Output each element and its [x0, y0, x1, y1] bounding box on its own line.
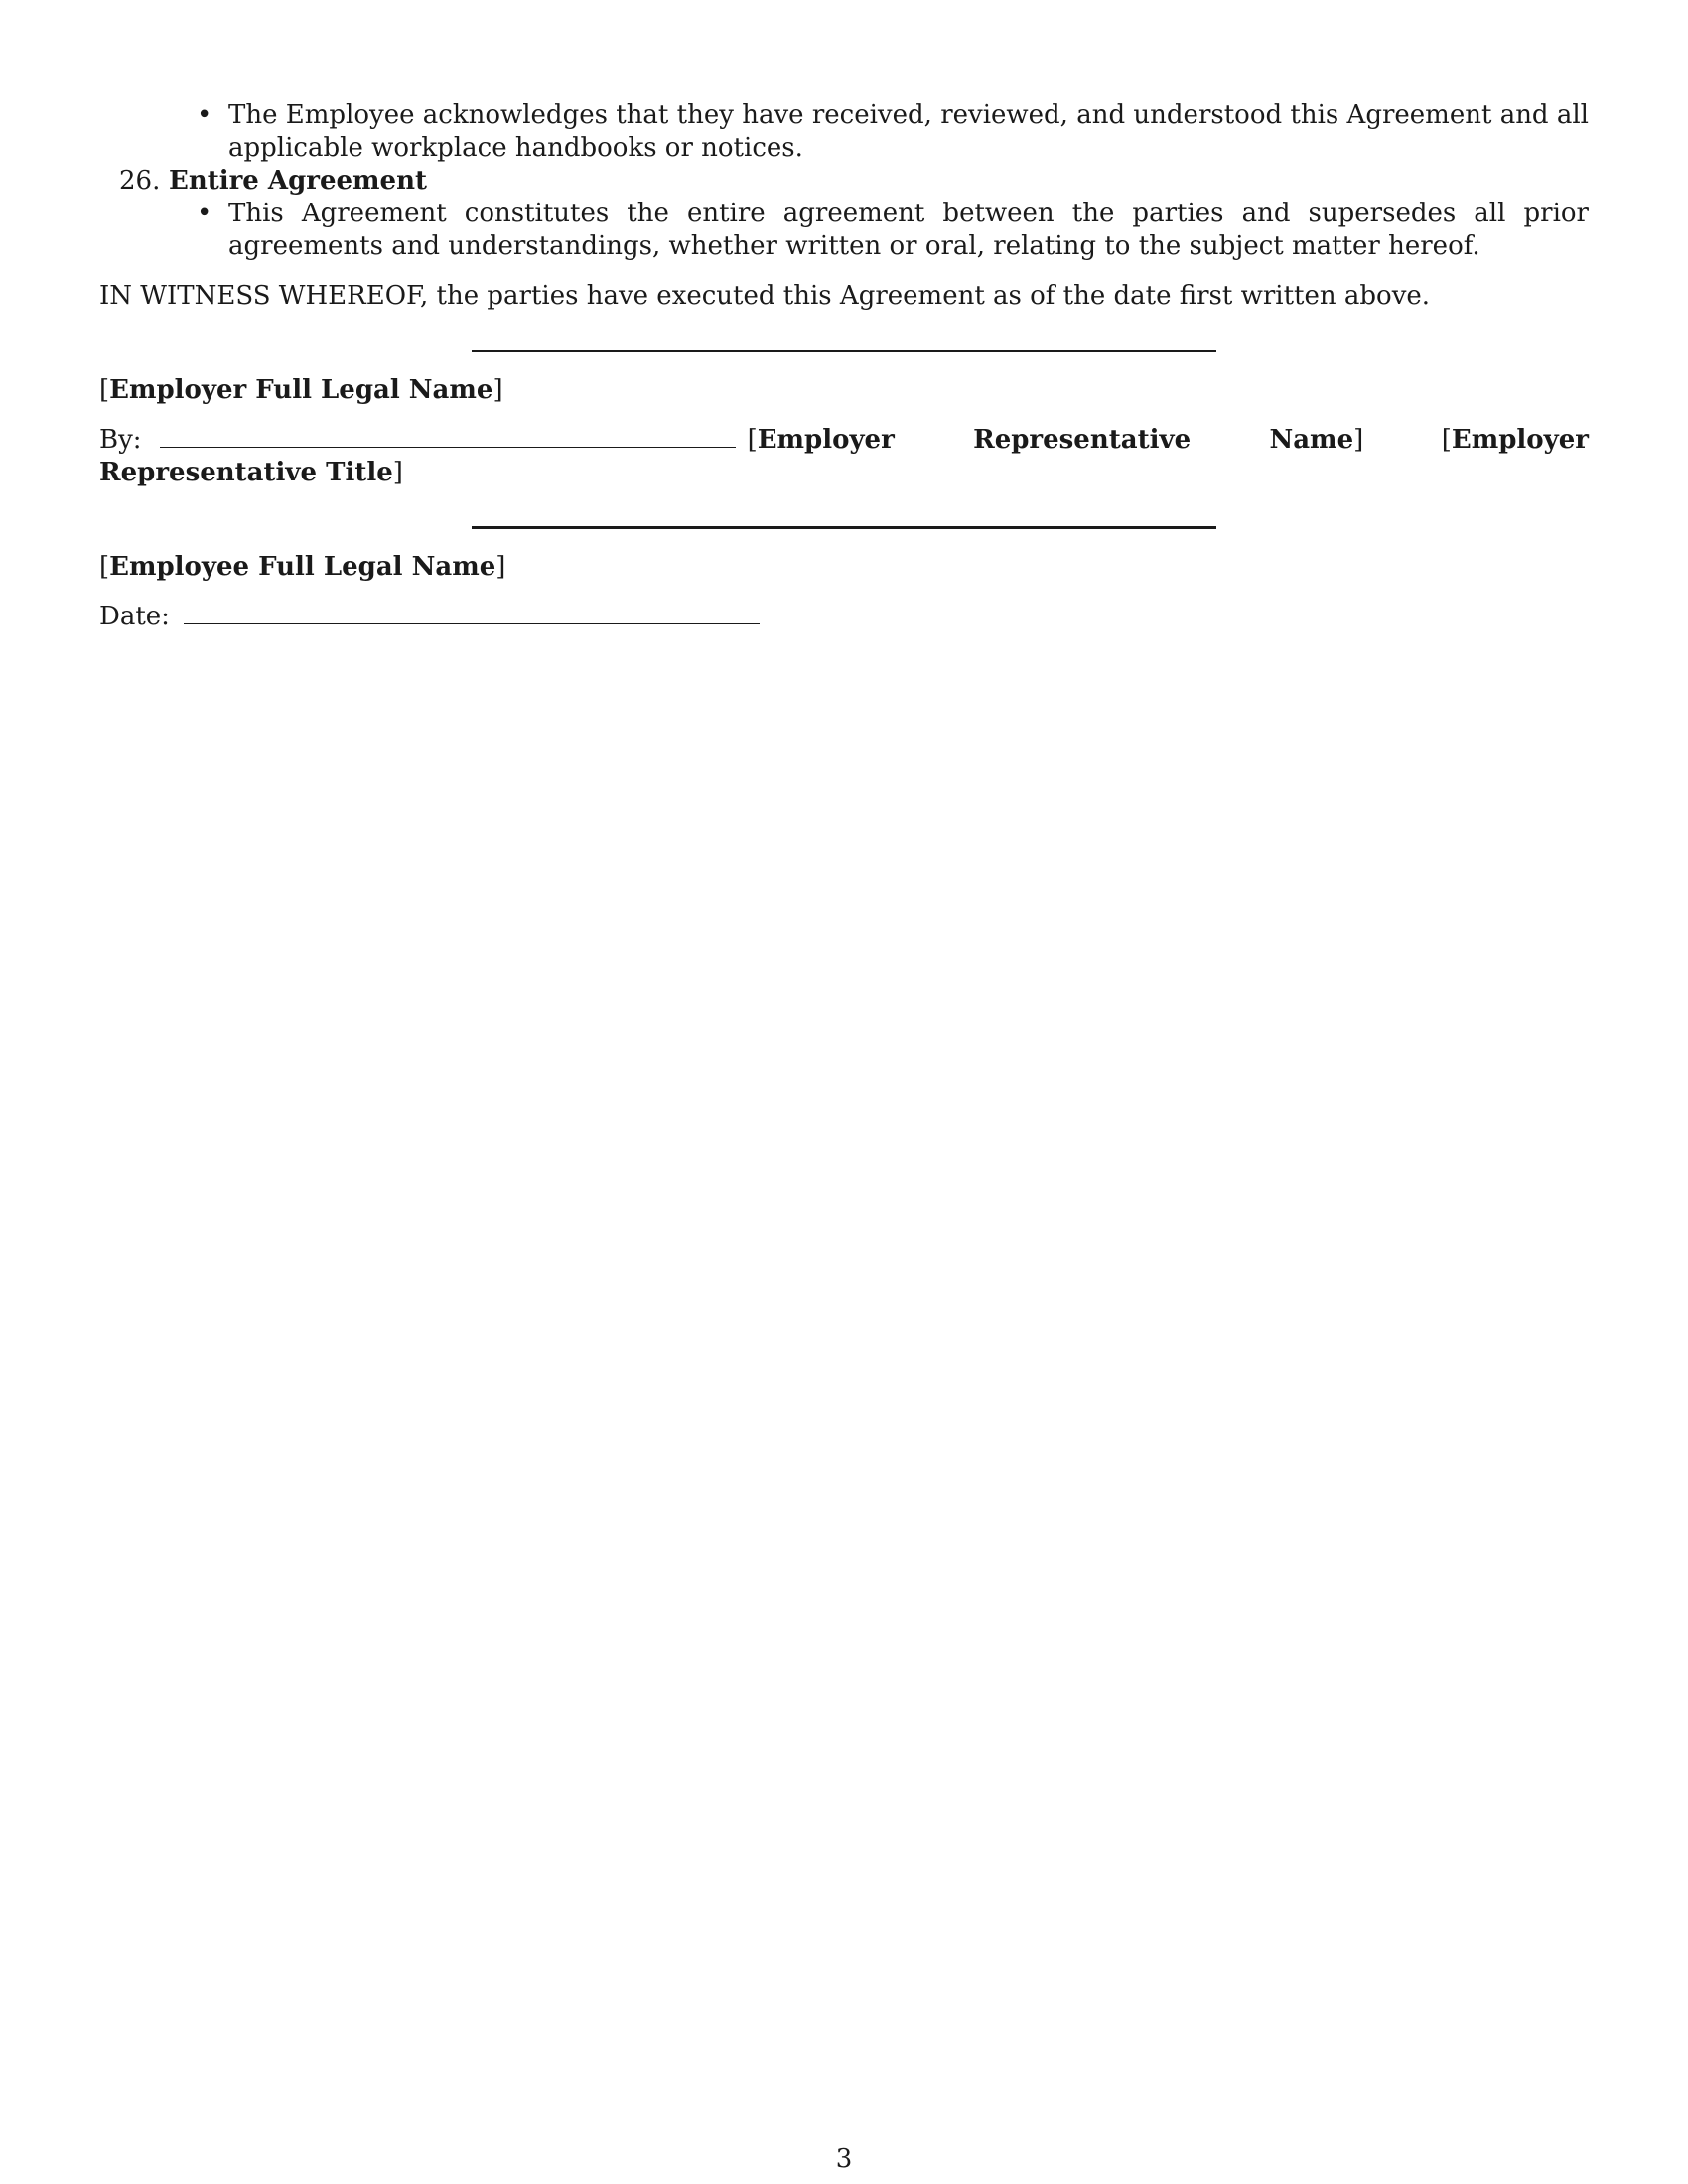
page-number: 3 — [835, 2144, 853, 2174]
section-title: Entire Agreement — [169, 166, 427, 196]
section-26-heading — [99, 165, 1589, 198]
by-label: By: — [99, 425, 142, 455]
acknowledgment-text: The Employee acknowledges that they have received, reviewed, and understood this Agreement and all applicable workplace handbooks or notices. — [228, 100, 1589, 163]
list-item — [99, 99, 1589, 165]
employer-rep-name: Employer Representative Name — [757, 425, 1354, 455]
employer-name-placeholder: [Employer Full Legal Name] — [99, 375, 503, 405]
date-field[interactable] — [184, 602, 760, 624]
bullet-icon: • — [197, 199, 212, 228]
list-item — [99, 198, 1589, 263]
employer-name-text: Employer Full Legal Name — [109, 375, 493, 405]
by-signature-field[interactable] — [160, 425, 736, 448]
employee-name-placeholder: [Employee Full Legal Name] — [99, 552, 506, 582]
section-number: 26. — [119, 166, 161, 196]
employee-name-text: Employee Full Legal Name — [109, 552, 496, 582]
employee-date-line — [99, 601, 1589, 633]
date-label: Date: — [99, 602, 170, 631]
bullet-icon: • — [197, 100, 212, 130]
entire-agreement-text: This Agreement constitutes the entire agreement between the parties and supersedes all prior agreements and understandings, whether written or oral, relating to the subject matter hereof. — [228, 199, 1589, 261]
employee-signature-line[interactable] — [472, 526, 1216, 529]
employer-by-line: By: [Employer Representative Name] [Employer Representative Title] — [99, 425, 1589, 487]
employer-signature-line[interactable] — [472, 350, 1216, 352]
employer-rep-title: Employer Representative Title — [99, 425, 1589, 487]
witness-clause: IN WITNESS WHEREOF, the parties have executed this Agreement as of the date first written above. — [99, 281, 1431, 311]
page-content — [99, 99, 1589, 633]
